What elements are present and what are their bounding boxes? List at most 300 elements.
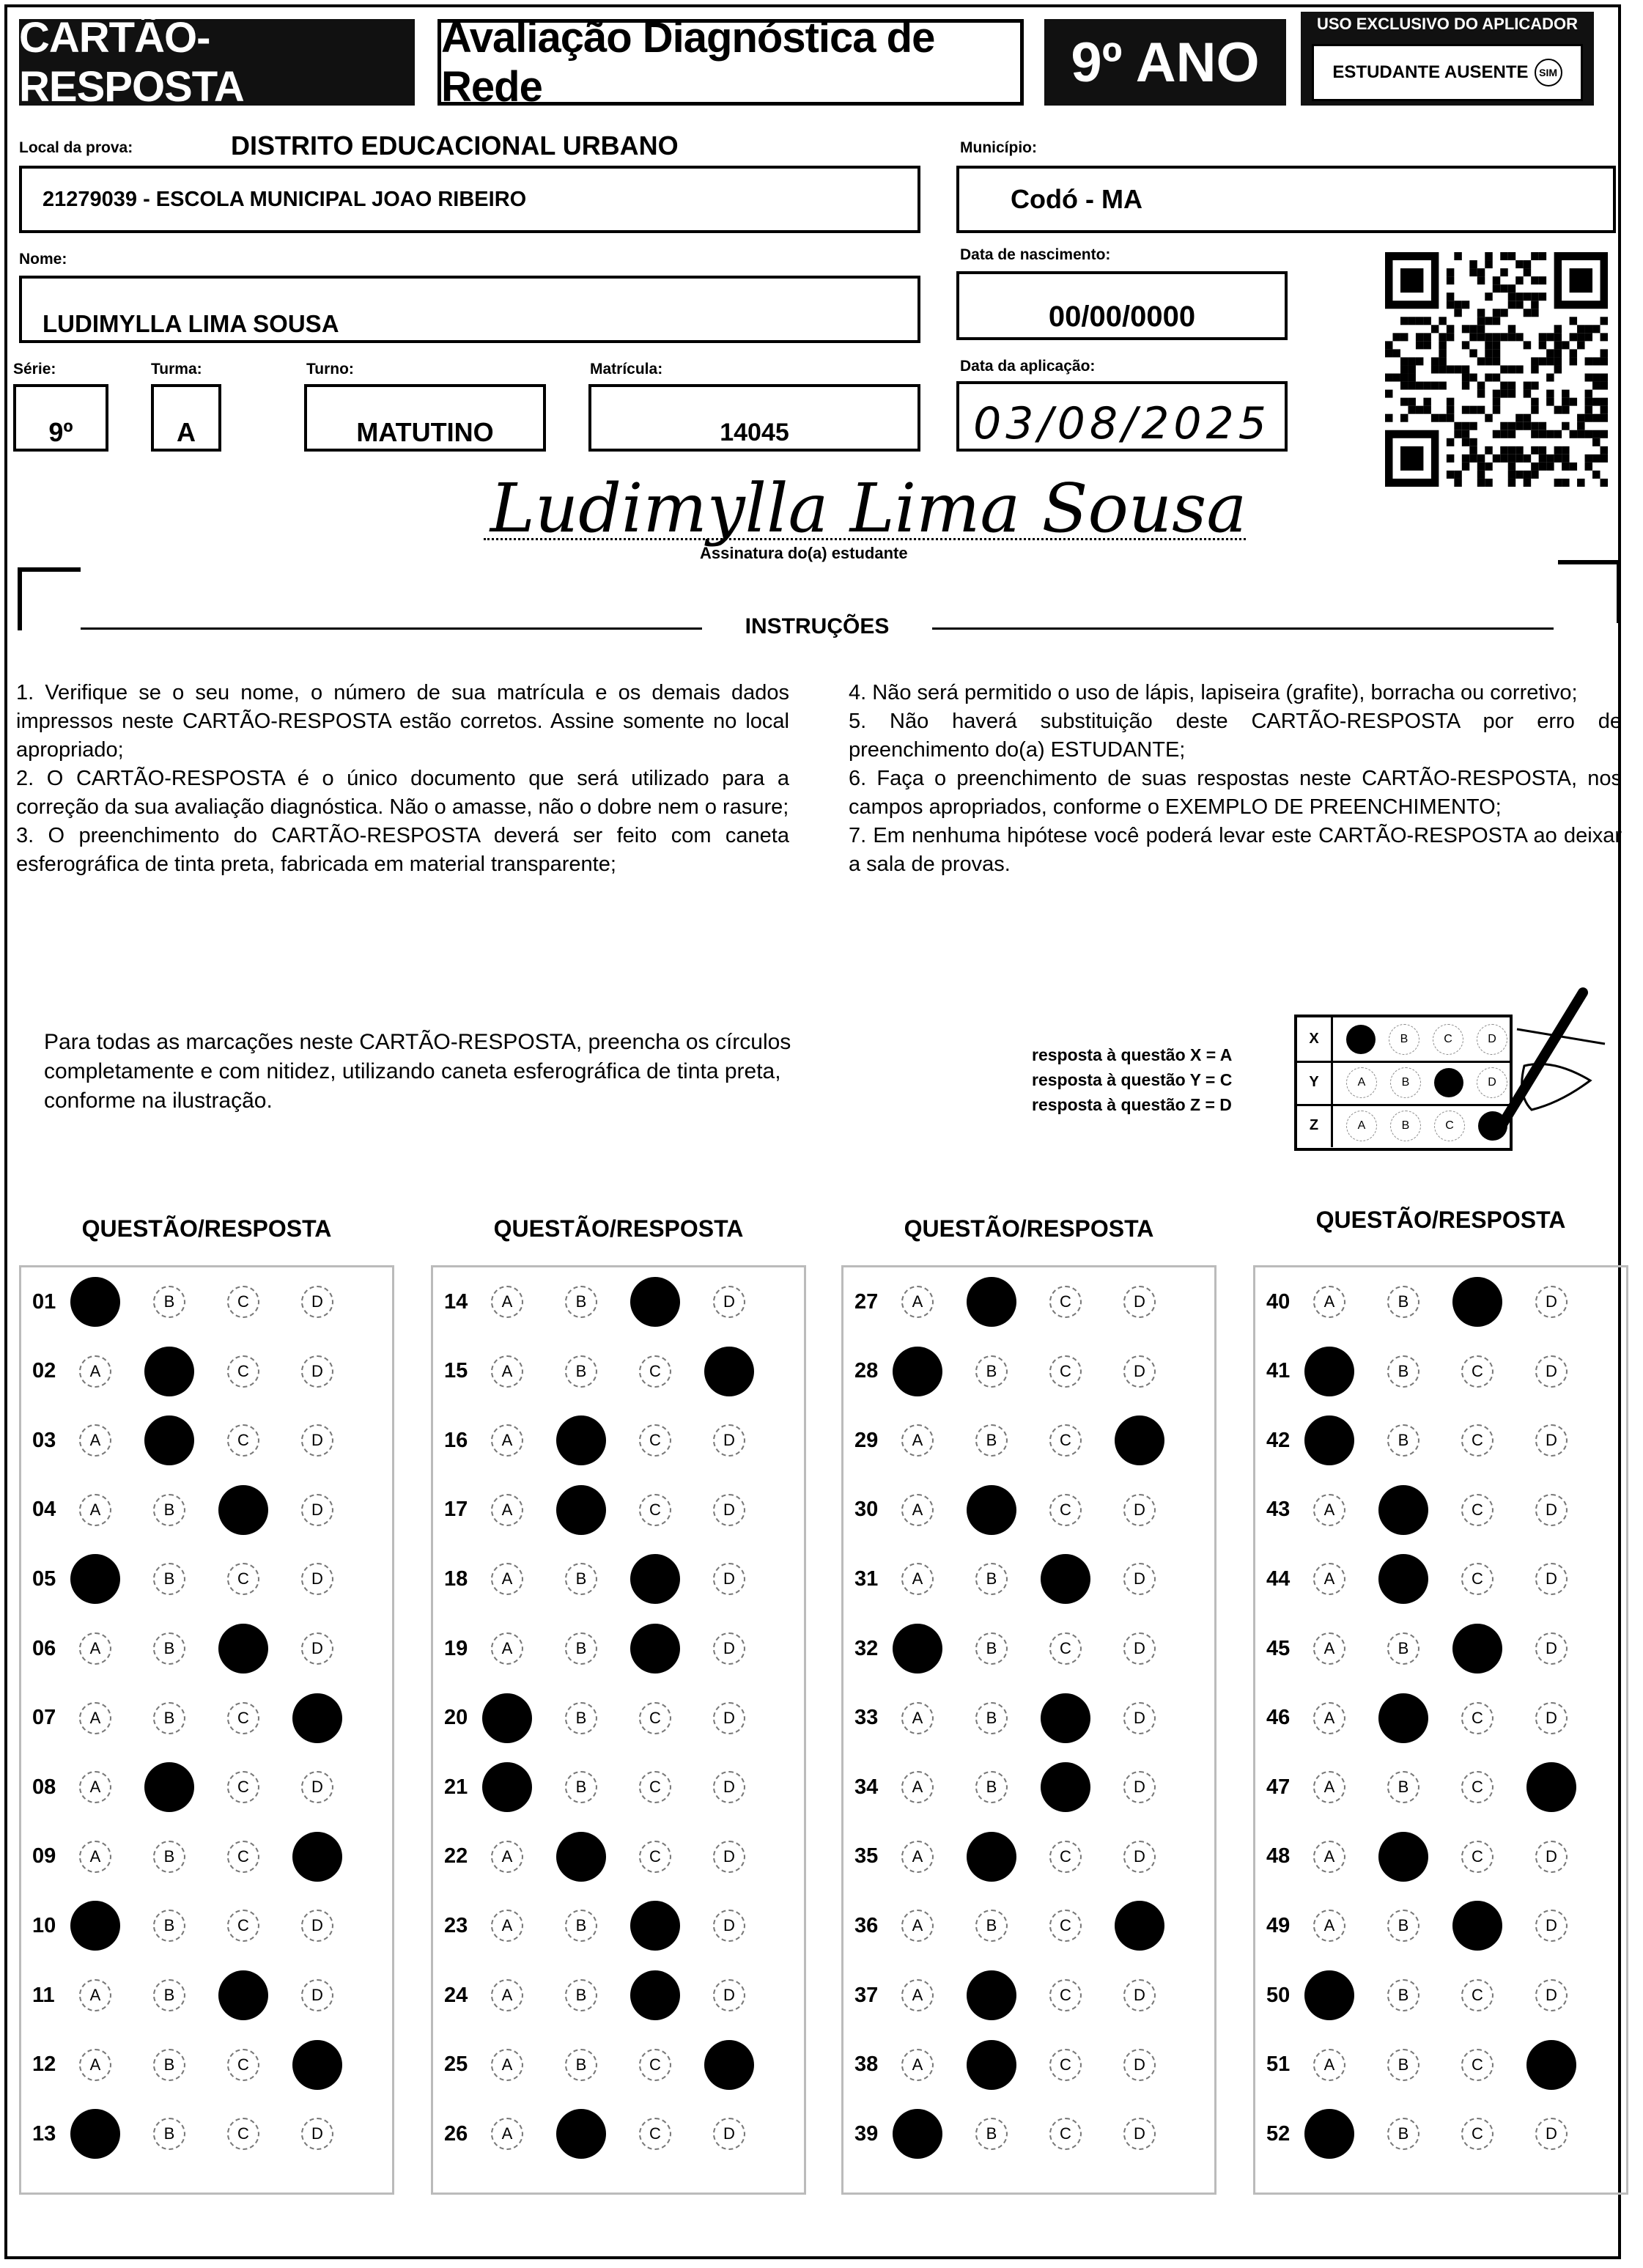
answer-row-02 [19, 1350, 394, 1393]
bubble-21-c[interactable]: C [639, 1771, 671, 1803]
bubble-34-c[interactable] [1041, 1762, 1090, 1812]
bubble-05-c[interactable]: C [227, 1563, 259, 1595]
question-number: 14 [444, 1289, 468, 1314]
bubble-06-d[interactable]: D [301, 1632, 333, 1665]
answer-row-22 [431, 1835, 806, 1879]
bubble-07-d[interactable] [292, 1693, 342, 1743]
bubble-36-d[interactable] [1115, 1901, 1164, 1951]
bubble-41-a[interactable] [1304, 1347, 1354, 1396]
bubble-25-b[interactable]: B [565, 2049, 597, 2081]
bubble-26-a[interactable]: A [491, 2118, 523, 2150]
bubble-09-b[interactable]: B [153, 1841, 185, 1873]
bubble-17-c[interactable]: C [639, 1494, 671, 1526]
bubble-28-d[interactable]: D [1123, 1355, 1156, 1388]
bubble-39-a[interactable] [893, 2109, 942, 2159]
school-field: 21279039 - ESCOLA MUNICIPAL JOAO RIBEIRO [19, 166, 920, 233]
bubble-16-b[interactable] [556, 1415, 606, 1465]
bubble-32-c[interactable]: C [1049, 1632, 1082, 1665]
bubble-25-d[interactable] [704, 2040, 754, 2090]
question-number: 35 [854, 1844, 879, 1868]
bubble-40-d[interactable]: D [1535, 1286, 1568, 1318]
bubble-12-d[interactable] [292, 2040, 342, 2090]
answer-row-37 [841, 1973, 1216, 2017]
absent-bubble[interactable]: SIM [1535, 59, 1562, 86]
answer-row-01 [19, 1280, 394, 1324]
question-number: 04 [32, 1498, 56, 1522]
answer-row-24 [431, 1973, 806, 2017]
bubble-30-c[interactable]: C [1049, 1494, 1082, 1526]
bubble-50-d[interactable]: D [1535, 1979, 1568, 2011]
bubble-43-d[interactable]: D [1535, 1494, 1568, 1526]
local-label: Local da prova: [19, 139, 133, 156]
bubble-02-a[interactable]: A [79, 1355, 111, 1388]
bubble-03-a[interactable]: A [79, 1424, 111, 1457]
bubble-09-c[interactable]: C [227, 1841, 259, 1873]
question-number: 15 [444, 1359, 468, 1383]
bubble-47-a[interactable]: A [1313, 1771, 1345, 1803]
bubble-35-b[interactable] [967, 1832, 1016, 1882]
bubble-48-b[interactable] [1378, 1832, 1428, 1882]
bubble-26-d[interactable]: D [713, 2118, 745, 2150]
bubble-13-d[interactable]: D [301, 2118, 333, 2150]
bubble-43-a[interactable]: A [1313, 1494, 1345, 1526]
bubble-04-c[interactable] [218, 1485, 268, 1535]
question-number: 27 [854, 1289, 879, 1314]
question-number: 03 [32, 1428, 56, 1452]
instruction-3: 3. O preenchimento do CARTÃO-RESPOSTA deverá ser feito com caneta esferográfica de tinta preta, fabricada em material transparente; [16, 824, 789, 876]
bubble-18-c[interactable] [630, 1554, 680, 1604]
matricula-field: 14045 [588, 384, 920, 452]
bubble-45-d[interactable]: D [1535, 1632, 1568, 1665]
bubble-31-a[interactable]: A [901, 1563, 934, 1595]
bubble-40-c[interactable] [1452, 1277, 1502, 1327]
bubble-05-d[interactable]: D [301, 1563, 333, 1595]
bubble-39-c[interactable]: C [1049, 2118, 1082, 2150]
nascimento-label: Data de nascimento: [960, 246, 1111, 263]
bubble-22-b[interactable] [556, 1832, 606, 1882]
bubble-49-a[interactable]: A [1313, 1910, 1345, 1942]
bubble-29-d[interactable] [1115, 1415, 1164, 1465]
applicator-title: USO EXCLUSIVO DO APLICADOR [1316, 15, 1579, 33]
bubble-24-c[interactable] [630, 1970, 680, 2020]
bubble-23-b[interactable]: B [565, 1910, 597, 1942]
answer-row-52 [1253, 2112, 1628, 2156]
bubble-48-c[interactable]: C [1461, 1841, 1494, 1873]
bubble-27-d[interactable]: D [1123, 1286, 1156, 1318]
bubble-36-a[interactable]: A [901, 1910, 934, 1942]
bubble-41-d[interactable]: D [1535, 1355, 1568, 1388]
bubble-50-c[interactable]: C [1461, 1979, 1494, 2011]
bubble-20-d[interactable]: D [713, 1702, 745, 1734]
bubble-37-b[interactable] [967, 1970, 1016, 2020]
bubble-24-a[interactable]: A [491, 1979, 523, 2011]
bubble-18-a[interactable]: A [491, 1563, 523, 1595]
bubble-33-d[interactable]: D [1123, 1702, 1156, 1734]
answer-row-05 [19, 1557, 394, 1601]
answer-row-23 [431, 1904, 806, 1948]
bubble-08-a[interactable]: A [79, 1771, 111, 1803]
corner-bracket-left [18, 567, 81, 630]
question-number: 51 [1266, 2052, 1291, 2077]
bubble-27-b[interactable] [967, 1277, 1016, 1327]
answer-row-10 [19, 1904, 394, 1948]
bubble-46-a[interactable]: A [1313, 1702, 1345, 1734]
serie-field: 9º [13, 384, 108, 452]
answer-row-09 [19, 1835, 394, 1879]
bubble-44-b[interactable] [1378, 1554, 1428, 1604]
bubble-07-b[interactable]: B [153, 1702, 185, 1734]
example-question: X [1297, 1017, 1333, 1061]
bubble-44-d[interactable]: D [1535, 1563, 1568, 1595]
nome-label: Nome: [19, 251, 67, 268]
bubble-02-c[interactable]: C [227, 1355, 259, 1388]
turno-field: MATUTINO [304, 384, 546, 452]
bubble-21-b[interactable]: B [565, 1771, 597, 1803]
bubble-38-a[interactable]: A [901, 2049, 934, 2081]
bubble-31-c[interactable] [1041, 1554, 1090, 1604]
instructions-rule-right [932, 627, 1554, 630]
bubble-21-d[interactable]: D [713, 1771, 745, 1803]
bubble-40-b[interactable]: B [1387, 1286, 1419, 1318]
bubble-06-a[interactable]: A [79, 1632, 111, 1665]
bubble-47-b[interactable]: B [1387, 1771, 1419, 1803]
bubble-35-d[interactable]: D [1123, 1841, 1156, 1873]
bubble-03-c[interactable]: C [227, 1424, 259, 1457]
answer-row-30 [841, 1488, 1216, 1532]
bubble-13-c[interactable]: C [227, 2118, 259, 2150]
bubble-02-d[interactable]: D [301, 1355, 333, 1388]
answer-row-28 [841, 1350, 1216, 1393]
bubble-20-a[interactable] [482, 1693, 532, 1743]
instruction-2: 2. O CARTÃO-RESPOSTA é o único documento que será utilizado para a correção da sua avaliação diagnóstica. Não o amasse, não o dobre nem o rasure; [16, 767, 789, 819]
bubble-22-d[interactable]: D [713, 1841, 745, 1873]
bubble-13-b[interactable]: B [153, 2118, 185, 2150]
bubble-11-b[interactable]: B [153, 1979, 185, 2011]
bubble-40-a[interactable]: A [1313, 1286, 1345, 1318]
bubble-06-b[interactable]: B [153, 1632, 185, 1665]
bubble-18-b[interactable]: B [565, 1563, 597, 1595]
answer-row-13 [19, 2112, 394, 2156]
bubble-16-a[interactable]: A [491, 1424, 523, 1457]
bubble-04-a[interactable]: A [79, 1494, 111, 1526]
bubble-15-d[interactable] [704, 1347, 754, 1396]
answer-row-12 [19, 2043, 394, 2087]
bubble-01-d[interactable]: D [301, 1286, 333, 1318]
bubble-14-d[interactable]: D [713, 1286, 745, 1318]
bubble-39-b[interactable]: B [975, 2118, 1008, 2150]
question-number: 11 [32, 1983, 55, 2007]
bubble-04-b[interactable]: B [153, 1494, 185, 1526]
question-number: 20 [444, 1706, 468, 1730]
example-question: Y [1297, 1061, 1333, 1104]
bubble-52-b[interactable]: B [1387, 2118, 1419, 2150]
bubble-29-b[interactable]: B [975, 1424, 1008, 1457]
bubble-52-c[interactable]: C [1461, 2118, 1494, 2150]
bubble-17-d[interactable]: D [713, 1494, 745, 1526]
bubble-17-a[interactable]: A [491, 1494, 523, 1526]
bubble-25-c[interactable]: C [639, 2049, 671, 2081]
bubble-44-a[interactable]: A [1313, 1563, 1345, 1595]
bubble-08-d[interactable]: D [301, 1771, 333, 1803]
question-number: 44 [1266, 1566, 1291, 1591]
bubble-23-a[interactable]: A [491, 1910, 523, 1942]
pen-hand-icon [1473, 985, 1620, 1154]
bubble-03-b[interactable] [144, 1415, 194, 1465]
bubble-49-d[interactable]: D [1535, 1910, 1568, 1942]
bubble-42-d[interactable]: D [1535, 1424, 1568, 1457]
bubble-04-d[interactable]: D [301, 1494, 333, 1526]
bubble-18-d[interactable]: D [713, 1563, 745, 1595]
bubble-33-c[interactable] [1041, 1693, 1090, 1743]
answer-row-18 [431, 1557, 806, 1601]
bubble-10-a[interactable] [70, 1901, 120, 1951]
bubble-20-b[interactable]: B [565, 1702, 597, 1734]
bubble-19-a[interactable]: A [491, 1632, 523, 1665]
question-number: 17 [444, 1498, 468, 1522]
bubble-45-c[interactable] [1452, 1624, 1502, 1674]
bubble-37-a[interactable]: A [901, 1979, 934, 2011]
bubble-32-b[interactable]: B [975, 1632, 1008, 1665]
question-number: 49 [1266, 1913, 1291, 1937]
bubble-48-a[interactable]: A [1313, 1841, 1345, 1873]
bubble-34-d[interactable]: D [1123, 1771, 1156, 1803]
answer-row-06 [19, 1627, 394, 1671]
bubble-12-b[interactable]: B [153, 2049, 185, 2081]
bubble-17-b[interactable] [556, 1485, 606, 1535]
turno-label: Turno: [306, 361, 354, 378]
bubble-23-d[interactable]: D [713, 1910, 745, 1942]
bubble-24-b[interactable]: B [565, 1979, 597, 2011]
bubble-01-b[interactable]: B [153, 1286, 185, 1318]
answer-column-title: QUESTÃO/RESPOSTA [904, 1215, 1154, 1242]
bubble-33-b[interactable]: B [975, 1702, 1008, 1734]
question-number: 32 [854, 1636, 879, 1660]
bubble-43-c[interactable]: C [1461, 1494, 1494, 1526]
bubble-13-a[interactable] [70, 2109, 120, 2159]
bubble-28-c[interactable]: C [1049, 1355, 1082, 1388]
example-bubble-a: A [1346, 1111, 1377, 1141]
nome-field: LUDIMYLLA LIMA SOUSA [19, 276, 920, 343]
bubble-08-b[interactable] [144, 1762, 194, 1812]
bubble-39-d[interactable]: D [1123, 2118, 1156, 2150]
answer-row-21 [431, 1765, 806, 1809]
bubble-05-b[interactable]: B [153, 1563, 185, 1595]
turma-label: Turma: [151, 361, 202, 378]
bubble-15-b[interactable]: B [565, 1355, 597, 1388]
answer-row-39 [841, 2112, 1216, 2156]
example-bubble-a: A [1346, 1067, 1377, 1098]
answer-row-38 [841, 2043, 1216, 2087]
bubble-11-c[interactable] [218, 1970, 268, 2020]
question-number: 12 [32, 2052, 56, 2077]
bubble-45-a[interactable]: A [1313, 1632, 1345, 1665]
question-number: 25 [444, 2052, 468, 2077]
corner-bracket-right [1558, 560, 1621, 623]
bubble-50-a[interactable] [1304, 1970, 1354, 2020]
bubble-51-d[interactable] [1526, 2040, 1576, 2090]
bubble-43-b[interactable] [1378, 1485, 1428, 1535]
bubble-51-a[interactable]: A [1313, 2049, 1345, 2081]
example-bubble-b: B [1389, 1024, 1419, 1055]
bubble-35-c[interactable]: C [1049, 1841, 1082, 1873]
question-number: 45 [1266, 1636, 1291, 1660]
bubble-32-d[interactable]: D [1123, 1632, 1156, 1665]
answer-row-41 [1253, 1350, 1628, 1393]
bubble-50-b[interactable]: B [1387, 1979, 1419, 2011]
answer-row-33 [841, 1696, 1216, 1740]
bubble-10-b[interactable]: B [153, 1910, 185, 1942]
bubble-14-b[interactable]: B [565, 1286, 597, 1318]
bubble-14-a[interactable]: A [491, 1286, 523, 1318]
bubble-08-c[interactable]: C [227, 1771, 259, 1803]
bubble-09-a[interactable]: A [79, 1841, 111, 1873]
answer-row-20 [431, 1696, 806, 1740]
bubble-30-d[interactable]: D [1123, 1494, 1156, 1526]
bubble-49-b[interactable]: B [1387, 1910, 1419, 1942]
question-number: 26 [444, 2121, 468, 2146]
question-number: 50 [1266, 1983, 1291, 2007]
bubble-22-c[interactable]: C [639, 1841, 671, 1873]
example-instructions: Para todas as marcações neste CARTÃO-RESPOSTA, preencha os círculos completamente e com nitidez, utilizando caneta esferográfica de tinta preta, conforme na ilustração. [44, 1030, 791, 1113]
bubble-32-a[interactable] [893, 1624, 942, 1674]
question-number: 19 [444, 1636, 468, 1660]
answer-row-08 [19, 1765, 394, 1809]
bubble-48-d[interactable]: D [1535, 1841, 1568, 1873]
bubble-24-d[interactable]: D [713, 1979, 745, 2011]
bubble-34-b[interactable]: B [975, 1771, 1008, 1803]
example-bubble-a [1346, 1025, 1376, 1054]
bubble-16-d[interactable]: D [713, 1424, 745, 1457]
answer-row-44 [1253, 1557, 1628, 1601]
bubble-10-d[interactable]: D [301, 1910, 333, 1942]
question-number: 48 [1266, 1844, 1291, 1868]
question-number: 33 [854, 1706, 879, 1730]
bubble-31-b[interactable]: B [975, 1563, 1008, 1595]
bubble-02-b[interactable] [144, 1347, 194, 1396]
bubble-52-a[interactable] [1304, 2109, 1354, 2159]
qr-code-icon [1385, 252, 1608, 487]
bubble-07-c[interactable]: C [227, 1702, 259, 1734]
bubble-14-c[interactable] [630, 1277, 680, 1327]
bubble-38-b[interactable] [967, 2040, 1016, 2090]
example-bubble-c: C [1433, 1024, 1463, 1055]
bubble-30-a[interactable]: A [901, 1494, 934, 1526]
bubble-12-a[interactable]: A [79, 2049, 111, 2081]
bubble-21-a[interactable] [482, 1762, 532, 1812]
answer-row-16 [431, 1418, 806, 1462]
bubble-19-b[interactable]: B [565, 1632, 597, 1665]
bubble-05-a[interactable] [70, 1554, 120, 1604]
bubble-51-b[interactable]: B [1387, 2049, 1419, 2081]
question-number: 18 [444, 1566, 468, 1591]
bubble-49-c[interactable] [1452, 1901, 1502, 1951]
bubble-46-b[interactable] [1378, 1693, 1428, 1743]
bubble-15-a[interactable]: A [491, 1355, 523, 1388]
bubble-46-d[interactable]: D [1535, 1702, 1568, 1734]
bubble-07-a[interactable]: A [79, 1702, 111, 1734]
bubble-42-b[interactable]: B [1387, 1424, 1419, 1457]
bubble-30-b[interactable] [967, 1485, 1016, 1535]
signature: Ludimylla Lima Sousa [490, 469, 1247, 548]
bubble-03-d[interactable]: D [301, 1424, 333, 1457]
question-number: 02 [32, 1359, 56, 1383]
bubble-25-a[interactable]: A [491, 2049, 523, 2081]
question-number: 40 [1266, 1289, 1291, 1314]
bubble-41-b[interactable]: B [1387, 1355, 1419, 1388]
example-bubble-d: D [1477, 1024, 1507, 1055]
bubble-10-c[interactable]: C [227, 1910, 259, 1942]
bubble-44-c[interactable]: C [1461, 1563, 1494, 1595]
answer-row-26 [431, 2112, 806, 2156]
bubble-28-a[interactable] [893, 1347, 942, 1396]
bubble-36-b[interactable]: B [975, 1910, 1008, 1942]
bubble-36-c[interactable]: C [1049, 1910, 1082, 1942]
bubble-52-d[interactable]: D [1535, 2118, 1568, 2150]
question-number: 07 [32, 1706, 56, 1730]
bubble-51-c[interactable]: C [1461, 2049, 1494, 2081]
bubble-28-b[interactable]: B [975, 1355, 1008, 1388]
example-bubble-b: B [1390, 1111, 1421, 1141]
bubble-01-a[interactable] [70, 1277, 120, 1327]
answer-row-19 [431, 1627, 806, 1671]
bubble-19-d[interactable]: D [713, 1632, 745, 1665]
bubble-06-c[interactable] [218, 1624, 268, 1674]
bubble-37-c[interactable]: C [1049, 1979, 1082, 2011]
bubble-29-a[interactable]: A [901, 1424, 934, 1457]
question-number: 28 [854, 1359, 879, 1383]
bubble-47-c[interactable]: C [1461, 1771, 1494, 1803]
bubble-46-c[interactable]: C [1461, 1702, 1494, 1734]
bubble-38-c[interactable]: C [1049, 2049, 1082, 2081]
bubble-26-b[interactable] [556, 2109, 606, 2159]
bubble-11-d[interactable]: D [301, 1979, 333, 2011]
matricula-label: Matrícula: [590, 361, 663, 378]
bubble-27-a[interactable]: A [901, 1286, 934, 1318]
bubble-26-c[interactable]: C [639, 2118, 671, 2150]
bubble-33-a[interactable]: A [901, 1702, 934, 1734]
bubble-15-c[interactable]: C [639, 1355, 671, 1388]
bubble-31-d[interactable]: D [1123, 1563, 1156, 1595]
bubble-41-c[interactable]: C [1461, 1355, 1494, 1388]
bubble-29-c[interactable]: C [1049, 1424, 1082, 1457]
bubble-37-d[interactable]: D [1123, 1979, 1156, 2011]
answer-column-title: QUESTÃO/RESPOSTA [81, 1215, 332, 1242]
bubble-27-c[interactable]: C [1049, 1286, 1082, 1318]
bubble-01-c[interactable]: C [227, 1286, 259, 1318]
bubble-20-c[interactable]: C [639, 1702, 671, 1734]
bubble-22-a[interactable]: A [491, 1841, 523, 1873]
bubble-23-c[interactable] [630, 1901, 680, 1951]
bubble-19-c[interactable] [630, 1624, 680, 1674]
answer-row-45 [1253, 1627, 1628, 1671]
bubble-11-a[interactable]: A [79, 1979, 111, 2011]
bubble-42-a[interactable] [1304, 1415, 1354, 1465]
bubble-12-c[interactable]: C [227, 2049, 259, 2081]
bubble-42-c[interactable]: C [1461, 1424, 1494, 1457]
question-number: 43 [1266, 1498, 1291, 1522]
answer-row-15 [431, 1350, 806, 1393]
bubble-45-b[interactable]: B [1387, 1632, 1419, 1665]
bubble-38-d[interactable]: D [1123, 2049, 1156, 2081]
bubble-16-c[interactable]: C [639, 1424, 671, 1457]
example-bubble-d: D [1477, 1067, 1507, 1098]
bubble-09-d[interactable] [292, 1832, 342, 1882]
bubble-34-a[interactable]: A [901, 1771, 934, 1803]
absent-label: ESTUDANTE AUSENTE [1332, 62, 1529, 82]
question-number: 05 [32, 1566, 56, 1591]
bubble-35-a[interactable]: A [901, 1841, 934, 1873]
bubble-47-d[interactable] [1526, 1762, 1576, 1812]
